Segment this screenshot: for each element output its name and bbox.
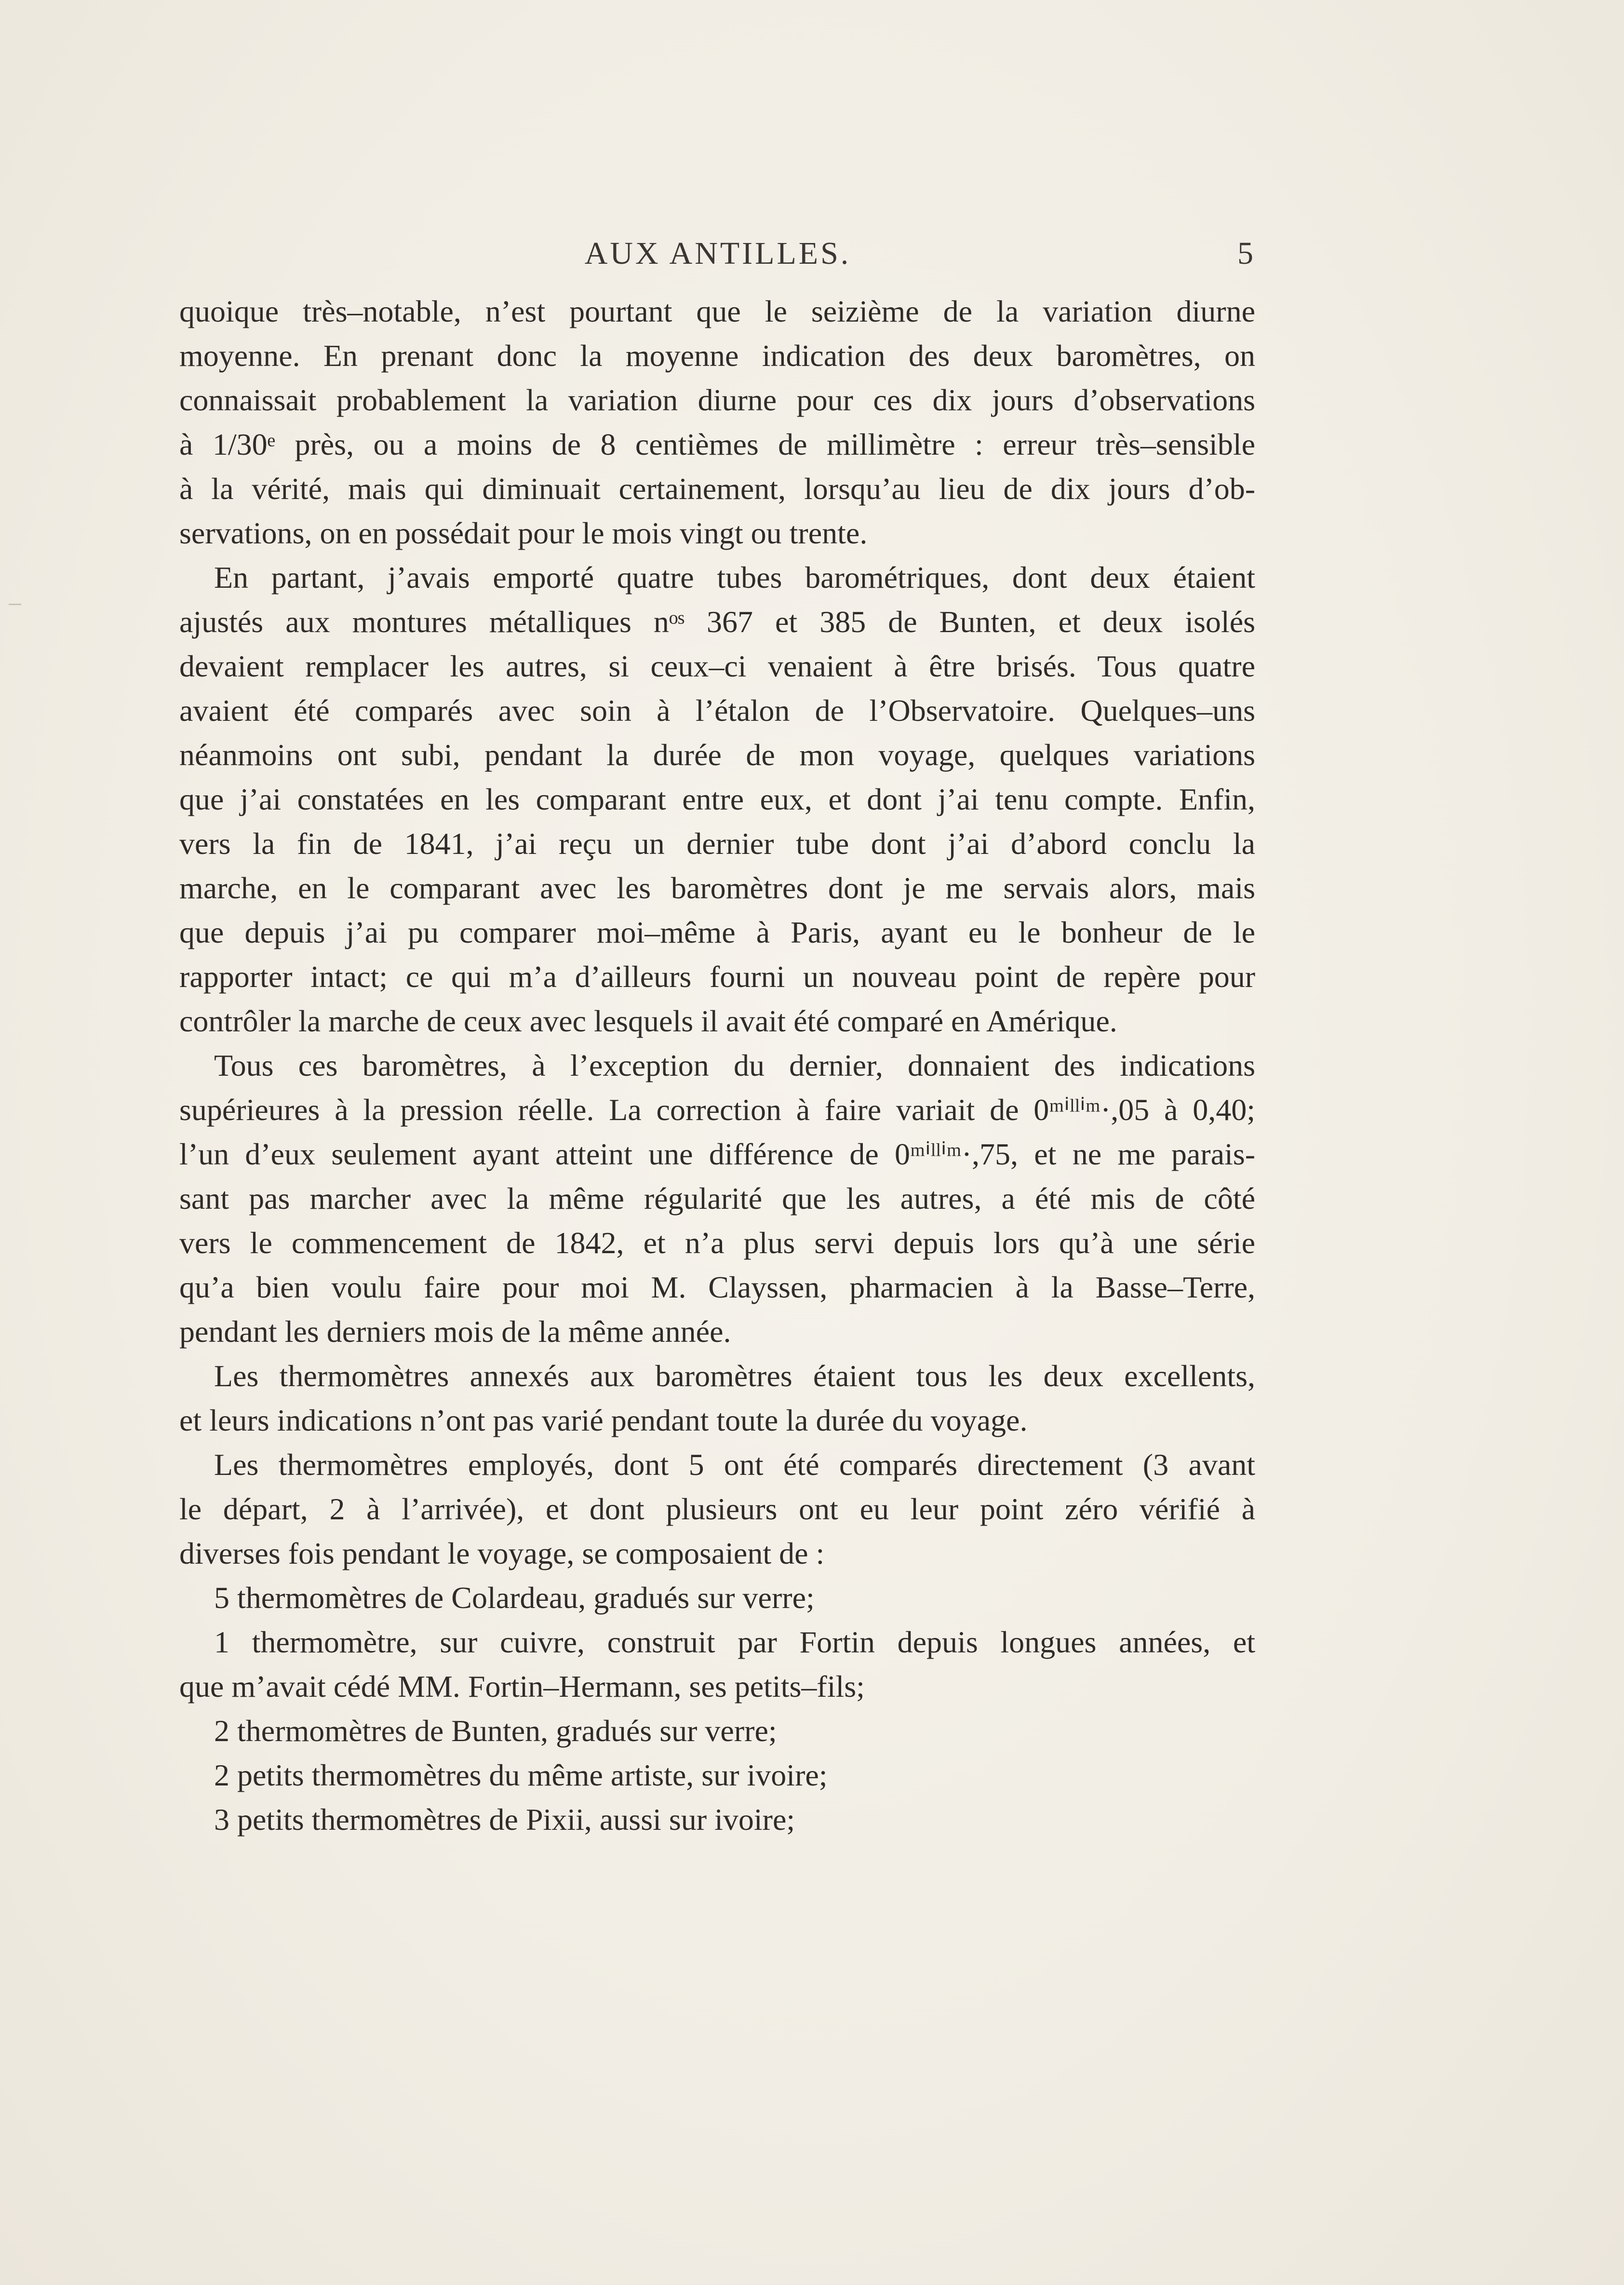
text-line: avaient été comparés avec soin à l’étalon de l’Observatoire. Quelques–uns: [179, 693, 1255, 728]
running-title: AUX ANTILLES.: [584, 236, 851, 271]
list-item: 2 petits thermomètres du même artiste, sur ivoire;: [214, 1758, 828, 1792]
text-line: l’un d’eux seulement ayant atteint une différence de 0ᵐⁱˡˡⁱᵐ·,75, et ne me parais-: [179, 1137, 1255, 1171]
page-number: 5: [1237, 236, 1253, 271]
text-line: à 1/30ᵉ près, ou a moins de 8 centièmes de millimètre : erreur très–sensible: [179, 427, 1255, 461]
text-line: que depuis j’ai pu comparer moi–même à Paris, ayant eu le bonheur de le: [179, 915, 1255, 949]
text-line: vers la fin de 1841, j’ai reçu un dernier tube dont j’ai d’abord conclu la: [179, 826, 1255, 861]
text-line: diverses fois pendant le voyage, se composaient de :: [179, 1536, 825, 1570]
running-header: [182, 235, 1253, 279]
text-line: Les thermomètres annexés aux baromètres étaient tous les deux excellents,: [214, 1359, 1255, 1393]
text-line: contrôler la marche de ceux avec lesquels il avait été comparé en Amérique.: [179, 1004, 1117, 1038]
text-line: néanmoins ont subi, pendant la durée de mon voyage, quelques variations: [179, 738, 1255, 772]
text-line: moyenne. En prenant donc la moyenne indication des deux baromètres, on: [179, 338, 1255, 373]
list-item: 3 petits thermomètres de Pixii, aussi sur ivoire;: [214, 1802, 795, 1837]
list-item: 1 thermomètre, sur cuivre, construit par Fortin depuis longues années, et: [214, 1625, 1255, 1659]
text-line: marche, en le comparant avec les baromètres dont je me servais alors, mais: [179, 871, 1255, 905]
text-line: sant pas marcher avec la même régularité que les autres, a été mis de côté: [179, 1181, 1255, 1216]
text-line: Les thermomètres employés, dont 5 ont été comparés directement (3 avant: [214, 1447, 1255, 1482]
text-line: rapporter intact; ce qui m’a d’ailleurs fourni un nouveau point de repère pour: [179, 960, 1255, 994]
text-line: ajustés aux montures métalliques nᵒˢ 367 et 385 de Bunten, et deux isolés: [179, 605, 1255, 639]
text-line: vers le commencement de 1842, et n’a plus servi depuis lors qu’à une série: [179, 1226, 1255, 1260]
text-line: devaient remplacer les autres, si ceux–ci venaient à être brisés. Tous quatre: [179, 649, 1255, 683]
text-line: servations, on en possédait pour le mois vingt ou trente.: [179, 516, 868, 550]
text-line: et leurs indications n’ont pas varié pendant toute la durée du voyage.: [179, 1403, 1028, 1437]
text-line: Tous ces baromètres, à l’exception du dernier, donnaient des indications: [214, 1048, 1255, 1082]
text-line: supérieures à la pression réelle. La correction à faire variait de 0ᵐⁱˡˡⁱᵐ·,05 à 0,40;: [179, 1093, 1255, 1127]
list-item: 2 thermomètres de Bunten, gradués sur verre;: [214, 1714, 777, 1748]
text-line: pendant les derniers mois de la même année.: [179, 1314, 731, 1349]
text-line: qu’a bien voulu faire pour moi M. Clayssen, pharmacien à la Basse–Terre,: [179, 1270, 1255, 1304]
text-line: quoique très–notable, n’est pourtant que le seizième de la variation diurne: [179, 294, 1255, 328]
list-item-continuation: que m’avait cédé MM. Fortin–Hermann, ses petits–fils;: [179, 1669, 865, 1704]
list-item: 5 thermomètres de Colardeau, gradués sur verre;: [214, 1581, 815, 1615]
text-line: que j’ai constatées en les comparant entre eux, et dont j’ai tenu compte. Enfin,: [179, 782, 1255, 816]
text-line: le départ, 2 à l’arrivée), et dont plusieurs ont eu leur point zéro vérifié à: [179, 1492, 1255, 1526]
text-line: En partant, j’avais emporté quatre tubes barométriques, dont deux étaient: [214, 560, 1255, 595]
margin-mark: [9, 604, 21, 605]
text-line: à la vérité, mais qui diminuait certainement, lorsqu’au lieu de dix jours d’ob-: [179, 472, 1255, 506]
text-line: connaissait probablement la variation diurne pour ces dix jours d’observations: [179, 383, 1255, 417]
body-text: [179, 289, 1255, 1842]
